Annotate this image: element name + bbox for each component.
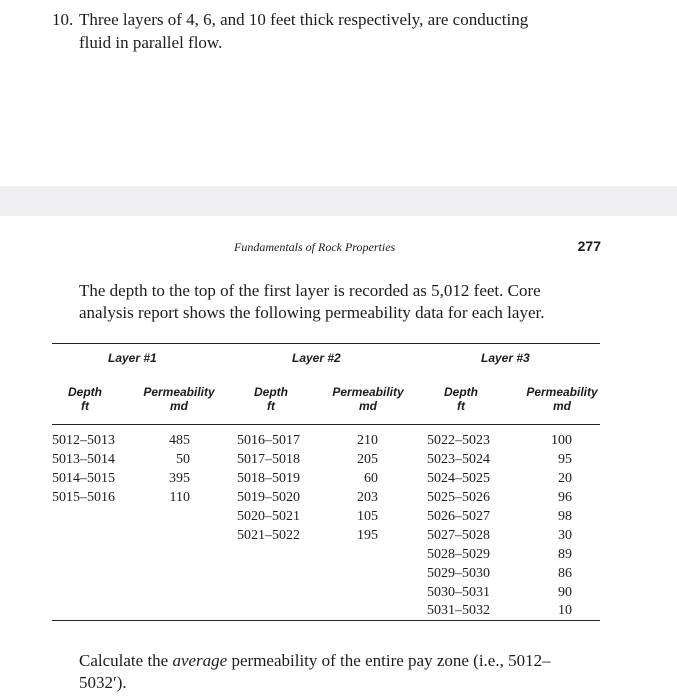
table-top-rule [52,343,600,344]
question-line-2: fluid in parallel flow. [79,33,223,52]
ask-suffix: permeability of the entire pay zone (i.e., 5012– [227,651,551,670]
ask-prefix: Calculate the [79,651,173,670]
table-cell-permeability: 89 [558,547,572,562]
table-cell-depth: 5024–5025 [427,471,490,486]
table-cell-depth: 5027–5028 [427,528,490,543]
table-cell-permeability: 485 [169,433,190,448]
intro-line-1: The depth to the top of the first layer is recorded as 5,012 feet. Core [79,281,541,300]
layer-1-header: Layer #1 [108,351,157,365]
table-cell-depth: 5019–5020 [237,490,300,505]
table-cell-depth: 5014–5015 [52,471,115,486]
table-cell-depth: 5013–5014 [52,452,115,467]
table-cell-permeability: 60 [364,471,378,486]
table-cell-permeability: 203 [357,490,378,505]
table-cell-depth: 5012–5013 [52,433,115,448]
table-header-rule [52,424,600,425]
table-cell-permeability: 86 [558,566,572,581]
table-cell-depth: 5015–5016 [52,490,115,505]
table-cell-depth: 5029–5030 [427,566,490,581]
table-cell-permeability: 110 [169,490,190,505]
table-cell-depth: 5021–5022 [237,528,300,543]
layer-2-permeability-header: Permeability md [332,385,404,413]
layer-2-depth-header: Depth ft [254,385,288,413]
table-bottom-rule [52,620,600,621]
table-cell-permeability: 90 [558,585,572,600]
table-cell-permeability: 210 [357,433,378,448]
table-cell-permeability: 205 [357,452,378,467]
table-cell-depth: 5022–5023 [427,433,490,448]
layer-3-header: Layer #3 [481,351,530,365]
running-header [0,238,677,258]
table-cell-permeability: 100 [551,433,572,448]
layer-1-depth-header: Depth ft [68,385,102,413]
table-cell-depth: 5030–5031 [427,585,490,600]
table-cell-permeability: 395 [169,471,190,486]
layer-2-header: Layer #2 [292,351,341,365]
calculation-prompt [79,650,619,694]
table-cell-permeability: 50 [176,452,190,467]
table-cell-permeability: 98 [558,509,572,524]
table-cell-permeability: 105 [357,509,378,524]
running-title: Fundamentals of Rock Properties [234,240,396,254]
ask-emphasis: average [172,651,228,670]
page-number: 277 [577,238,601,254]
layer-1-permeability-header: Permeability md [143,385,215,413]
card-separator [0,186,677,216]
table-cell-depth: 5018–5019 [237,471,300,486]
question-text [52,8,612,54]
table-cell-depth: 5017–5018 [237,452,300,467]
table-cell-depth: 5023–5024 [427,452,490,467]
table-cell-permeability: 20 [558,471,572,486]
intro-line-2: analysis report shows the following permeability data for each layer. [79,303,545,322]
layer-3-permeability-header: Permeability md [526,385,598,413]
table-cell-permeability: 96 [558,490,572,505]
layer-3-depth-header: Depth ft [444,385,478,413]
table-cell-depth: 5025–5026 [427,490,490,505]
table-cell-depth: 5016–5017 [237,433,300,448]
table-cell-permeability: 10 [558,603,572,618]
table-cell-depth: 5031–5032 [427,603,490,618]
table-cell-depth: 5020–5021 [237,509,300,524]
table-cell-permeability: 195 [357,528,378,543]
question-number: 10. [52,10,74,29]
table-cell-depth: 5028–5029 [427,547,490,562]
question-line-1: Three layers of 4, 6, and 10 feet thick respectively, are conducting [79,10,529,29]
table-cell-depth: 5026–5027 [427,509,490,524]
ask-line-2: 5032′). [79,673,127,692]
table-cell-permeability: 95 [558,452,572,467]
intro-paragraph [79,280,609,324]
table-cell-permeability: 30 [558,528,572,543]
